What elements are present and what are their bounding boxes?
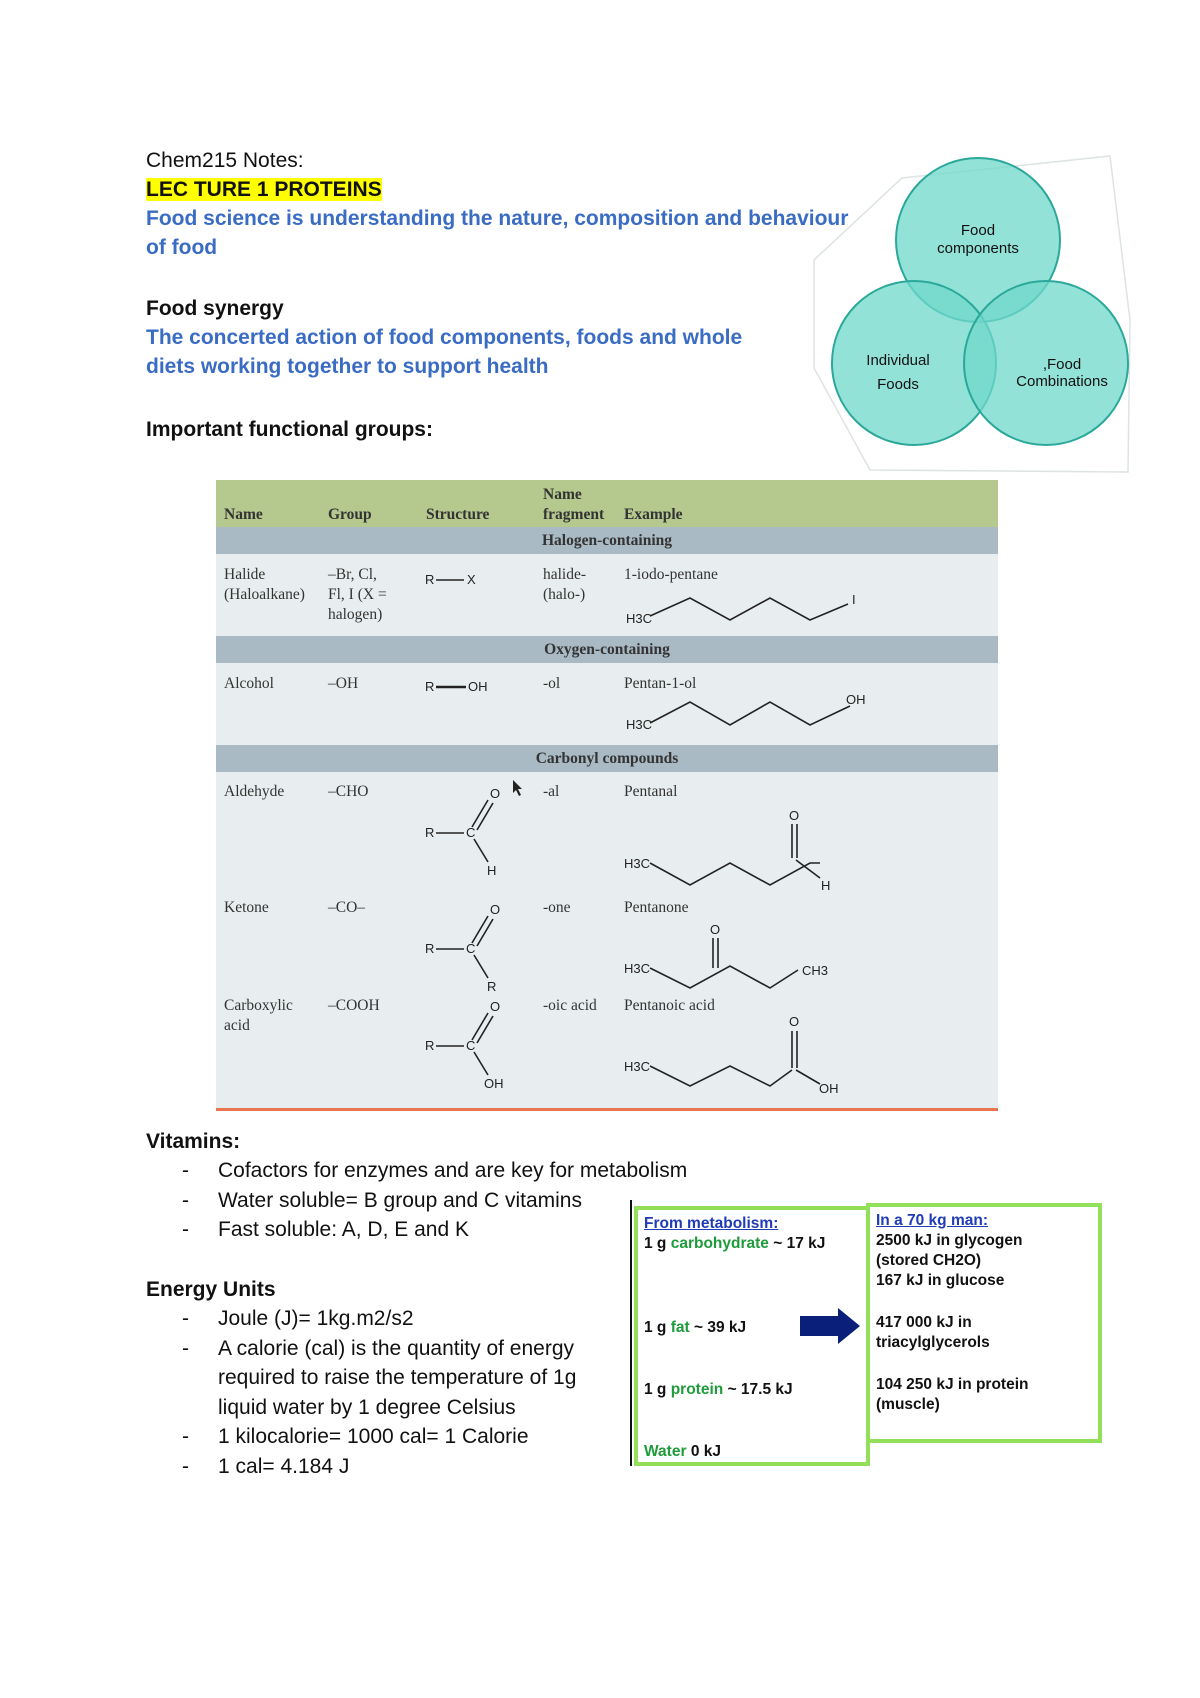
list-item: - 1 kilocalorie= 1000 cal= 1 Calorie [146, 1422, 616, 1452]
pentanoic-start: H3C [624, 1059, 651, 1074]
pentanal-chain [650, 863, 820, 885]
definition-line-2: of food [146, 236, 218, 259]
lecture-title: LEC TURE 1 PROTEINS [146, 178, 382, 201]
iodopentane-start: H3C [626, 611, 653, 626]
aldehyde-name: Aldehyde [224, 783, 285, 800]
alcohol-group: –OH [328, 675, 359, 692]
carb-line: 1 g carbohydrate ~ 17 kJ [644, 1235, 826, 1252]
ketone-name: Ketone [224, 899, 269, 916]
pentanone-end: CH3 [802, 963, 829, 978]
seventy-kg-header: In a 70 kg man: [876, 1212, 988, 1229]
alcohol-example: Pentan-1-ol [624, 675, 697, 692]
synergy-line-1: The concerted action of food components, foods and whole [146, 326, 743, 349]
ketone-struct-o: O [490, 902, 501, 917]
glucose-line: 167 kJ in glucose [876, 1272, 1005, 1289]
pentanoic-chain [650, 1066, 792, 1086]
tag-line-1: 417 000 kJ in [876, 1314, 972, 1331]
col-fragment-1: Name [543, 486, 582, 503]
page-header [146, 146, 848, 262]
ketone-group: –CO– [328, 899, 366, 916]
alcohol-struct-oh: OH [468, 679, 488, 694]
aldehyde-example: Pentanal [624, 783, 678, 800]
ketone-struct-r2: R [487, 979, 497, 994]
section-halogen: Halogen-containing [216, 527, 998, 554]
aldehyde-struct-h: H [487, 863, 497, 878]
pentanoic-oh: OH [819, 1081, 839, 1096]
synergy-line-2: diets working together to support health [146, 355, 549, 378]
carboxylic-struct-r: R [425, 1038, 435, 1053]
seventy-kg-box [866, 1203, 1102, 1443]
protein-line: 1 g protein ~ 17.5 kJ [644, 1381, 793, 1398]
carboxylic-struct-c: C [466, 1038, 476, 1053]
fat-line: 1 g fat ~ 39 kJ [644, 1319, 747, 1336]
pentanone-start: H3C [624, 961, 651, 976]
pentanone-chain [650, 966, 798, 988]
halide-name: Halide (Haloalkane) [224, 566, 305, 603]
aldehyde-fragment: -al [543, 783, 560, 800]
cursor-icon [513, 780, 522, 796]
carboxylic-fragment: -oic acid [543, 997, 597, 1014]
ketone-struct-r: R [425, 941, 435, 956]
energy-units-heading: Energy Units [146, 1278, 276, 1301]
notes-title: Chem215 Notes: [146, 149, 304, 172]
venn-label-top-2: components [937, 240, 1019, 257]
ketone-fragment: -one [543, 899, 571, 916]
pentanol-chain [650, 702, 850, 725]
right-arrow-icon [798, 1306, 864, 1346]
venn-diagram [810, 150, 1140, 480]
aldehyde-struct-o: O [490, 786, 501, 801]
pentanol-start: H3C [626, 717, 653, 732]
ketone-example: Pentanone [624, 899, 689, 916]
functional-groups-table [216, 480, 998, 1108]
pentanal-h: H [821, 878, 831, 893]
vitamins-list [146, 1156, 688, 1245]
iodopentane-end: I [852, 592, 856, 607]
col-structure: Structure [426, 506, 490, 523]
iodopentane-chain [650, 598, 848, 620]
venn-label-top-1: Food [960, 222, 996, 239]
list-item: - 1 cal= 4.184 J [146, 1452, 616, 1482]
halide-group: –Br, Cl, Fl, I (X = halogen) [328, 566, 387, 623]
carboxylic-example: Pentanoic acid [624, 997, 715, 1014]
synergy-heading: Food synergy [146, 297, 284, 320]
pentanal-o: O [789, 808, 800, 823]
synergy-section [146, 294, 742, 381]
glycogen-line-1: 2500 kJ in glycogen [876, 1232, 1023, 1249]
aldehyde-struct-r: R [425, 825, 435, 840]
halide-struct-r: R [425, 572, 435, 587]
venn-label-left-1: Individual [866, 352, 930, 369]
venn-label-right-2: Combinations [1016, 373, 1108, 390]
section-carbonyl: Carbonyl compounds [216, 745, 998, 772]
list-item: - Water soluble= B group and C vitamins [146, 1186, 646, 1216]
glycogen-line-2: (stored CH2O) [876, 1252, 982, 1269]
carboxylic-struct-o: O [490, 999, 501, 1014]
aldehyde-struct-c: C [466, 825, 476, 840]
col-example: Example [624, 506, 683, 523]
list-item: - Fast soluble: A, D, E and K [146, 1215, 646, 1245]
list-item: - Cofactors for enzymes and are key for metabolism [146, 1156, 818, 1186]
alcohol-fragment: -ol [543, 675, 561, 692]
alcohol-name: Alcohol [224, 675, 274, 692]
col-fragment-2: fragment [543, 506, 605, 523]
water-line: Water 0 kJ [644, 1443, 721, 1460]
halide-struct-x: X [467, 572, 476, 587]
pentanone-o: O [710, 922, 721, 937]
energy-units-list [146, 1304, 616, 1481]
col-name: Name [224, 506, 263, 523]
venn-label-left-2: Foods [877, 376, 919, 393]
vitamins-heading: Vitamins: [146, 1130, 241, 1153]
halide-fragment: halide- (halo-) [543, 566, 587, 603]
section-oxygen: Oxygen-containing [216, 636, 998, 663]
carboxylic-struct-oh: OH [484, 1076, 504, 1091]
list-item: - A calorie (cal) is the quantity of energy required to raise the temperature of 1g liquid water by 1 degree Celsius [146, 1334, 616, 1423]
pentanoic-o: O [789, 1014, 800, 1029]
ketone-struct-c: C [466, 941, 476, 956]
table-bottom-rule [216, 1108, 998, 1111]
carboxylic-group: –COOH [328, 997, 380, 1014]
structure-drawings [216, 480, 998, 1108]
col-group: Group [328, 506, 372, 523]
carboxylic-name: Carboxylic acid [224, 997, 293, 1034]
aldehyde-group: –CHO [328, 783, 369, 800]
box-left-rule [630, 1200, 632, 1466]
functional-groups-heading: Important functional groups: [146, 418, 433, 441]
protein-store-line-1: 104 250 kJ in protein [876, 1376, 1029, 1393]
pentanal-start: H3C [624, 856, 651, 871]
protein-store-line-2: (muscle) [876, 1396, 940, 1413]
halide-example: 1-iodo-pentane [624, 566, 718, 583]
pentanol-end: OH [846, 692, 866, 707]
tag-line-2: triacylglycerols [876, 1334, 990, 1351]
definition-line-1: Food science is understanding the nature, composition and behaviour [146, 207, 849, 230]
venn-label-right-1: ,Food [1042, 356, 1082, 373]
list-item: - Joule (J)= 1kg.m2/s2 [146, 1304, 616, 1334]
alcohol-struct-r: R [425, 679, 435, 694]
metabolism-header: From metabolism: [644, 1215, 779, 1232]
